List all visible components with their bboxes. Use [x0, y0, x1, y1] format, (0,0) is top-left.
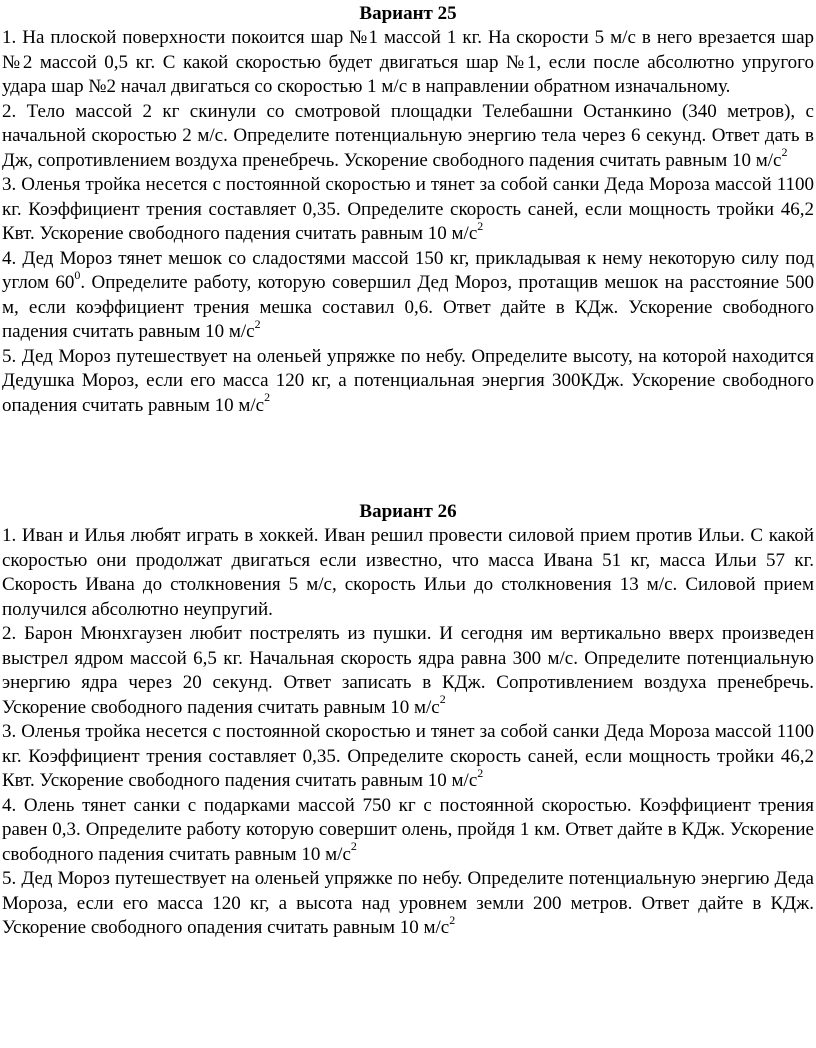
variant-26 [2, 500, 814, 941]
problem-text: 2. Барон Мюнхгаузен любит пострелять из пушки. И сегодня им вертикально вверх произведен выстрел ядром массой 6,5 кг. Начальная скорость ядра равна 300 м/с. Определите потенциальную энергию ядра через 20 секунд. Ответ записать в КДж. Сопротивлением воздуха пренебречь. Ускорение свободного падения считать равным 10 м/с [2, 623, 814, 718]
problem-1 [2, 524, 814, 622]
problem-text: 1. На плоской поверхности покоится шар №1 массой 1 кг. На скорости 5 м/с в него врезается шар №2 массой 0,5 кг. С какой скоростью будет двигаться шар №1, если после абсолютно упругого удара шар №2 начал двигаться со скоростью 1 м/с в направлении обратном изначальному. [2, 27, 814, 97]
superscript: 2 [350, 839, 357, 854]
problem-3 [2, 173, 814, 247]
problem-text-start: 4. Дед Мороз тянет мешок со сладостями массой 150 кг, прикладывая к нему некоторую силу под углом 60 [2, 247, 814, 293]
problem-2 [2, 100, 814, 174]
problem-text: . Определите работу, которую совершил Дед Мороз, протащив мешок на расстояние 500 м, если коэффициент трения мешка составил 0,6. Ответ дайте в КДж. Ускорение свободного падения считать равным 10 м/с [2, 272, 814, 342]
problem-1 [2, 26, 814, 100]
problem-text: 2. Тело массой 2 кг скинули со смотровой площадки Телебашни Останкино (340 метров), с начальной скоростью 2 м/с. Определите потенциальную энергию тела через 6 секунд. Ответ дать в Дж, сопротивлением воздуха пренебречь. Ускорение свободного падения считать равным 10 м/с [2, 100, 814, 171]
superscript: 2 [781, 145, 788, 160]
degree-superscript: 0 [74, 267, 81, 282]
variant-title: Вариант 26 [359, 501, 457, 522]
problem-2 [2, 622, 814, 720]
problem-text: 4. Олень тянет санки с подарками массой 750 кг с постоянной скоростью. Коэффициент трения равен 0,3. Определите работу которую совершит олень, пройдя 1 км. Ответ дайте в КДж. Ускорение свободного падения считать равным 10 м/с [2, 794, 814, 865]
problem-text: 3. Оленья тройка несется с постоянной скоростью и тянет за собой санки Деда Мороза массой 1100 кг. Коэффициент трения составляет 0,35. Определите скорость саней, если мощность тройки 46,2 Квт. Ускорение свободного падения считать равным 10 м/с [2, 174, 814, 244]
problem-text: 1. Иван и Илья любят играть в хоккей. Иван решил провести силовой прием против Ильи. С какой скоростью они продолжат двигаться если известно, что масса Ивана 51 кг, масса Ильи 57 кг. Скорость Ивана до столкновения 5 м/с, скорость Ильи до столкновения 13 м/с. Силовой прием получился абсолютно неупругий. [2, 525, 814, 620]
superscript: 2 [477, 218, 484, 233]
problem-text: 5. Дед Мороз путешествует на оленьей упряжке по небу. Определите потенциальную энергию Деда Мороза, если его масса 120 кг, а высота над уровнем земли 200 метров. Ответ дайте в КДж. Ускорение свободного опадения считать равным 10 м/с [2, 868, 814, 938]
superscript: 2 [439, 692, 446, 707]
problem-text: 5. Дед Мороз путешествует на оленьей упряжке по небу. Определите высоту, на которой находится Дедушка Мороз, если его масса 120 кг, а потенциальная энергия 300КДж. Ускорение свободного опадения считать равным 10 м/с [2, 345, 814, 416]
problem-3 [2, 720, 814, 794]
section-spacer [2, 418, 814, 500]
problem-text: 3. Оленья тройка несется с постоянной скоростью и тянет за собой санки Деда Мороза массой 1100 кг. Коэффициент трения составляет 0,35. Определите скорость саней, если мощность тройки 46,2 Квт. Ускорение свободного падения считать равным 10 м/с [2, 721, 814, 791]
problem-5 [2, 345, 814, 419]
variant-title: Вариант 25 [359, 3, 457, 24]
problem-4 [2, 794, 814, 868]
superscript: 2 [254, 316, 261, 331]
superscript: 2 [477, 765, 484, 780]
superscript: 2 [264, 390, 271, 405]
problem-5 [2, 867, 814, 941]
superscript: 2 [449, 912, 456, 927]
variant-25 [2, 2, 814, 418]
problem-4 [2, 247, 814, 345]
